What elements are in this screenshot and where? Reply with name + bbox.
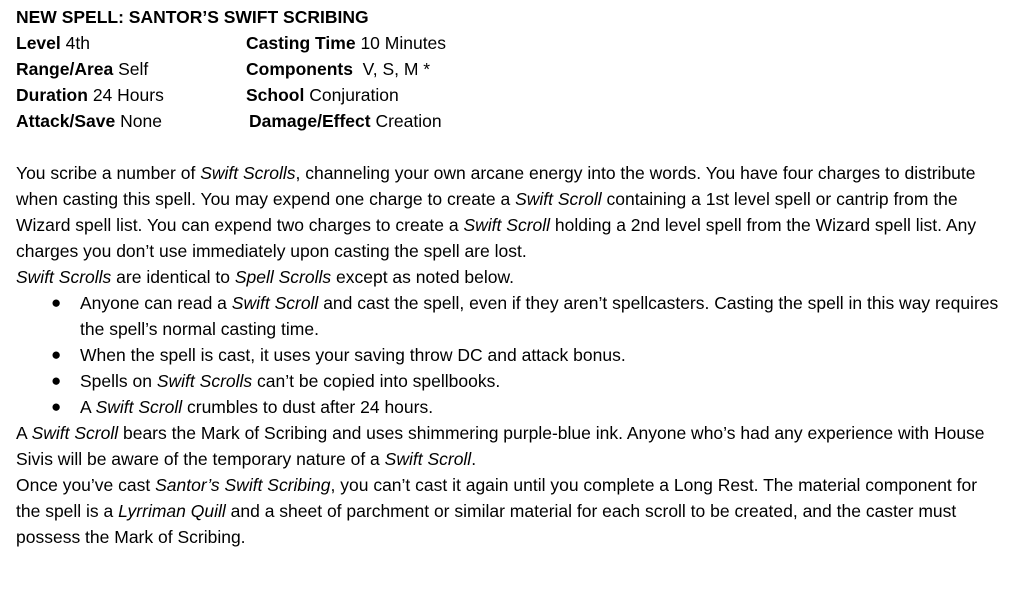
stat-duration-value: 24 Hours xyxy=(87,85,164,105)
text-run: Anyone can read a xyxy=(80,293,232,313)
text-run: When the spell is cast, it uses your saving throw DC and attack bonus. xyxy=(80,345,626,365)
stat-attack-value: None xyxy=(115,111,162,131)
text-run: Once you’ve cast xyxy=(16,475,156,495)
exception-list xyxy=(16,290,1006,420)
list-item-text xyxy=(80,371,500,391)
italic-term: Swift Scroll xyxy=(231,293,319,313)
list-item-text xyxy=(80,397,433,417)
text-run: A xyxy=(80,397,96,417)
stat-range xyxy=(16,56,148,82)
list-item xyxy=(16,394,1006,420)
paragraph-appearance xyxy=(16,420,1006,472)
list-item xyxy=(16,368,1006,394)
italic-term: Lyrriman Quill xyxy=(118,501,226,521)
blank-line xyxy=(16,134,1006,160)
text-run: containing a 1st level spell or cantrip from the Wizard spell list. You can expend two charges to create a xyxy=(16,189,958,235)
italic-term: Swift Scrolls xyxy=(156,371,253,391)
text-run: Spells on xyxy=(80,371,157,391)
stat-casting-time-label: Casting Time xyxy=(246,33,356,53)
stat-school xyxy=(246,82,399,108)
stat-components-label: Components xyxy=(246,59,353,79)
text-run: bears the Mark of Scribing and uses shimmering purple-blue ink. Anyone who’s had any experience with House Sivis will be aware of the temporary nature of a xyxy=(16,423,985,469)
bullet-icon: ● xyxy=(51,397,62,416)
stat-components-value: V, S, M * xyxy=(352,59,431,79)
text-run: can’t be copied into spellbooks. xyxy=(252,371,501,391)
italic-term: Swift Scroll xyxy=(95,397,183,417)
paragraph-intro xyxy=(16,160,1006,264)
text-run: , you can’t cast it again until you complete a Long Rest. The material component for the spell is a xyxy=(16,475,978,521)
text-run: holding a 2nd level spell from the Wizard spell list. Any charges you don’t use immediately upon casting the spell are lost. xyxy=(16,215,977,261)
text-run: except as noted below. xyxy=(331,267,515,287)
text-run: and cast the spell, even if they aren’t spellcasters. Casting the spell in this way requires the spell’s normal casting time. xyxy=(80,293,999,339)
bullet-icon: ● xyxy=(51,345,62,364)
list-item xyxy=(16,290,1006,342)
text-run: . xyxy=(471,449,477,469)
stat-attack-label: Attack/Save xyxy=(16,111,116,131)
stat-casting-time-value: 10 Minutes xyxy=(355,33,447,53)
italic-term: Swift Scrolls xyxy=(200,163,296,183)
stat-duration-label: Duration xyxy=(16,85,88,105)
list-item-text xyxy=(80,293,998,339)
spell-title: NEW SPELL: SANTOR’S SWIFT SCRIBING xyxy=(16,7,369,27)
stat-range-label: Range/Area xyxy=(16,59,114,79)
bullet-icon: ● xyxy=(51,293,62,312)
stat-level-label: Level xyxy=(16,33,61,53)
italic-term: Swift Scroll xyxy=(384,449,472,469)
stat-casting-time xyxy=(246,30,446,56)
italic-term: Santor’s Swift Scribing xyxy=(155,475,331,495)
italic-term: Spell Scrolls xyxy=(234,267,332,287)
stat-damage-label: Damage/Effect xyxy=(249,111,371,131)
stat-school-label: School xyxy=(246,85,305,105)
stat-level xyxy=(16,30,90,56)
paragraph-rest xyxy=(16,472,1006,550)
text-run: and a sheet of parchment or similar material for each scroll to be created, and the caster must possess the Mark of Scribing. xyxy=(16,501,957,547)
bullet-icon: ● xyxy=(51,371,62,390)
stat-components xyxy=(246,56,430,82)
list-item-text xyxy=(80,345,626,365)
stat-level-value: 4th xyxy=(60,33,90,53)
italic-term: Swift Scroll xyxy=(463,215,551,235)
stat-attack-save xyxy=(16,108,162,134)
text-run: A xyxy=(16,423,32,443)
stat-damage-value: Creation xyxy=(370,111,442,131)
paragraph-identical xyxy=(16,264,1006,290)
italic-term: Swift Scrolls xyxy=(16,267,112,287)
text-run: You scribe a number of xyxy=(16,163,201,183)
italic-term: Swift Scroll xyxy=(31,423,119,443)
list-item xyxy=(16,342,1006,368)
stat-duration xyxy=(16,82,164,108)
text-run: crumbles to dust after 24 hours. xyxy=(182,397,434,417)
italic-term: Swift Scroll xyxy=(515,189,602,209)
text-run: are identical to xyxy=(111,267,235,287)
stat-school-value: Conjuration xyxy=(304,85,399,105)
text-run: , channeling your own arcane energy into the words. You have four charges to distribute when casting this spell. You may expend one charge to create a xyxy=(16,163,976,209)
stat-range-value: Self xyxy=(113,59,149,79)
spell-stat-block xyxy=(16,30,1006,134)
stat-damage-effect xyxy=(249,108,442,134)
